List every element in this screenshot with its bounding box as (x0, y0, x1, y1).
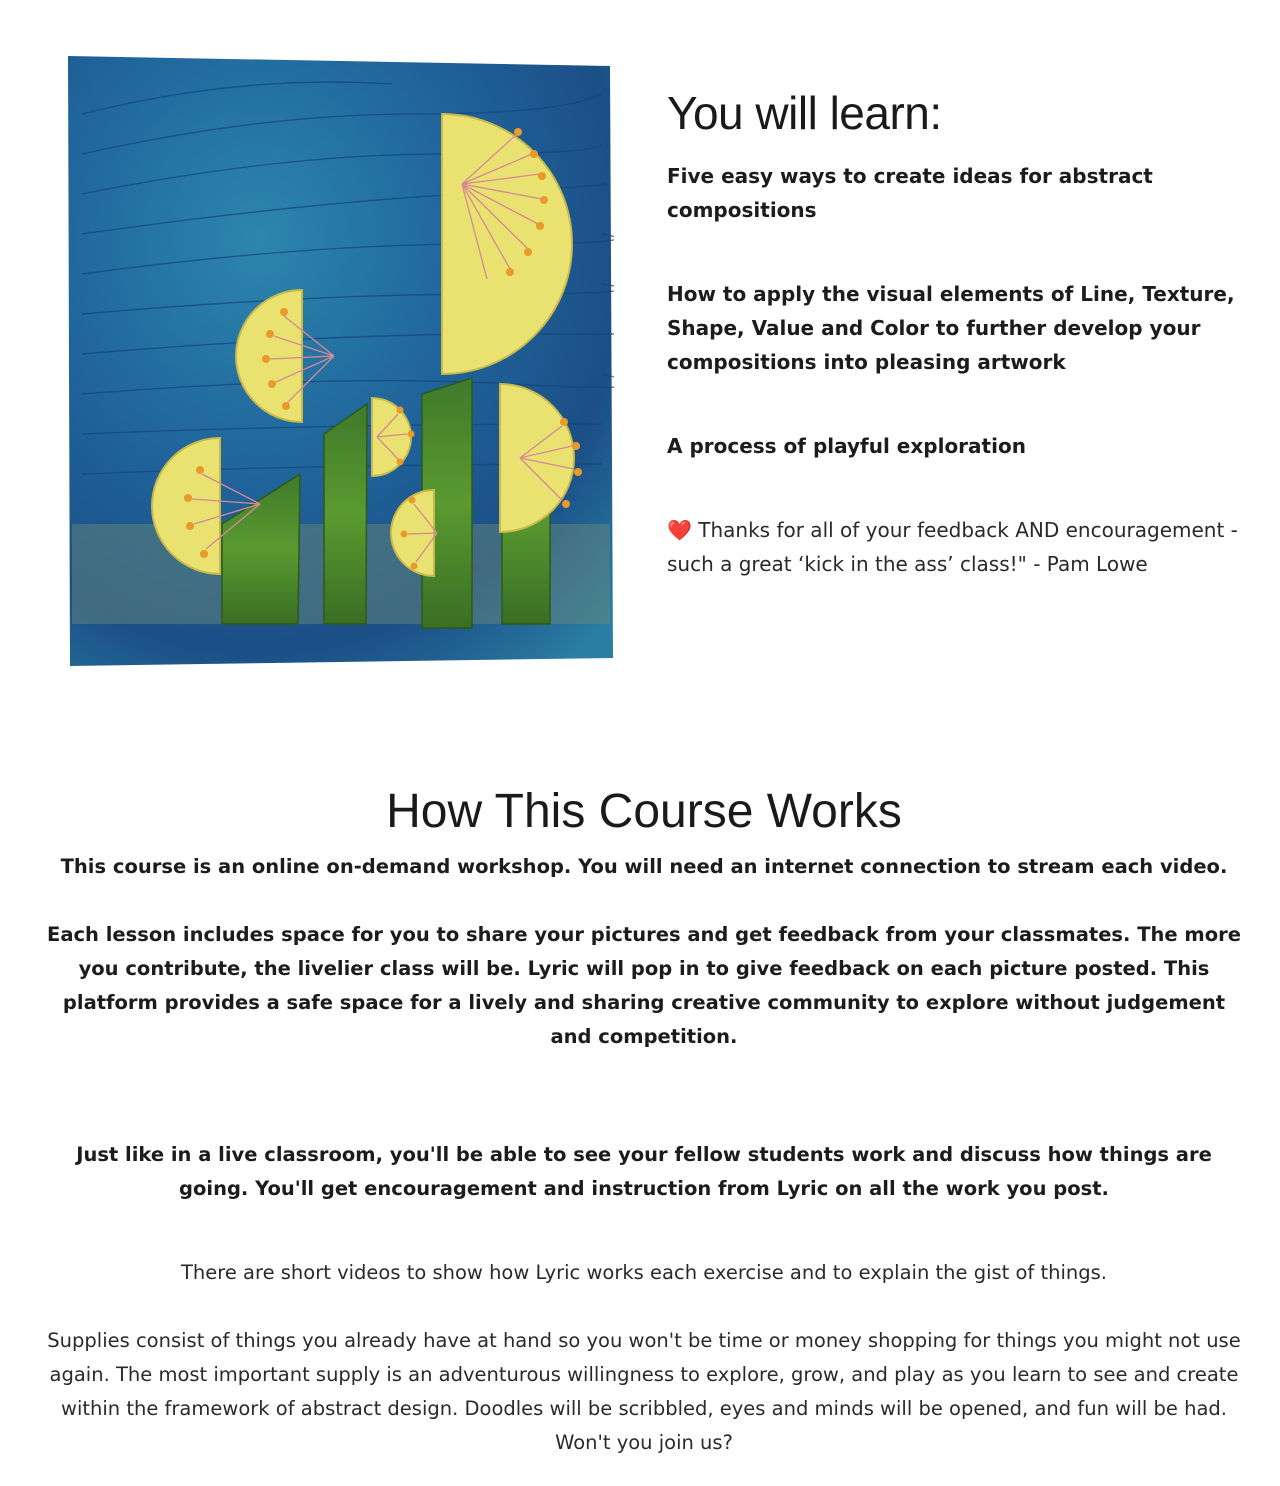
learn-point-1: Five easy ways to create ideas for abstract compositions (667, 164, 1153, 223)
course-paragraph-classroom: Just like in a live classroom, you'll be able to see your fellow students work and discuss how things are going. You'll get encouragement and instruction from Lyric on all the work you post. (76, 1143, 1212, 1200)
course-paragraph-lessons: Each lesson includes space for you to share your pictures and get feedback from your classmates. The more you contribute, the livelier class will be. Lyric will pop in to give feedback on each picture posted. This platform provides a safe space for a lively and sharing creative community to explore without judgement and competition. (47, 923, 1241, 1048)
course-paragraph-videos: There are short videos to show how Lyric works each exercise and to explain the gist of things. (180, 1261, 1108, 1284)
course-section (40, 780, 1248, 1460)
heart-icon: ❤️ (667, 518, 692, 543)
quilt-artwork-svg (62, 54, 614, 668)
testimonial-text: Thanks for all of your feedback AND encouragement - such a great ‘kick in the ass’ class!" - Pam Lowe (667, 518, 1238, 577)
quilt-artwork-image (62, 54, 614, 668)
learn-section (667, 86, 1247, 581)
course-paragraph-supplies: Supplies consist of things you already have at hand so you won't be time or money shopping for things you might not use again. The most important supply is an adventurous willingness to explore, grow, and play as you learn to see and create within the framework of abstract design. Doodles will be scribbled, eyes and minds will be opened, and fun will be had. Won't you join us? (47, 1329, 1241, 1454)
learn-point-2: How to apply the visual elements of Line, Texture, Shape, Value and Color to further develop your compositions into pleasing artwork (667, 282, 1235, 375)
learn-point-3: A process of playful exploration (667, 434, 1026, 459)
course-paragraph-online: This course is an online on-demand workshop. You will need an internet connection to stream each video. (60, 855, 1228, 878)
course-title: How This Course Works (386, 785, 902, 838)
learn-title: You will learn: (667, 87, 942, 139)
testimonial (667, 513, 1247, 581)
